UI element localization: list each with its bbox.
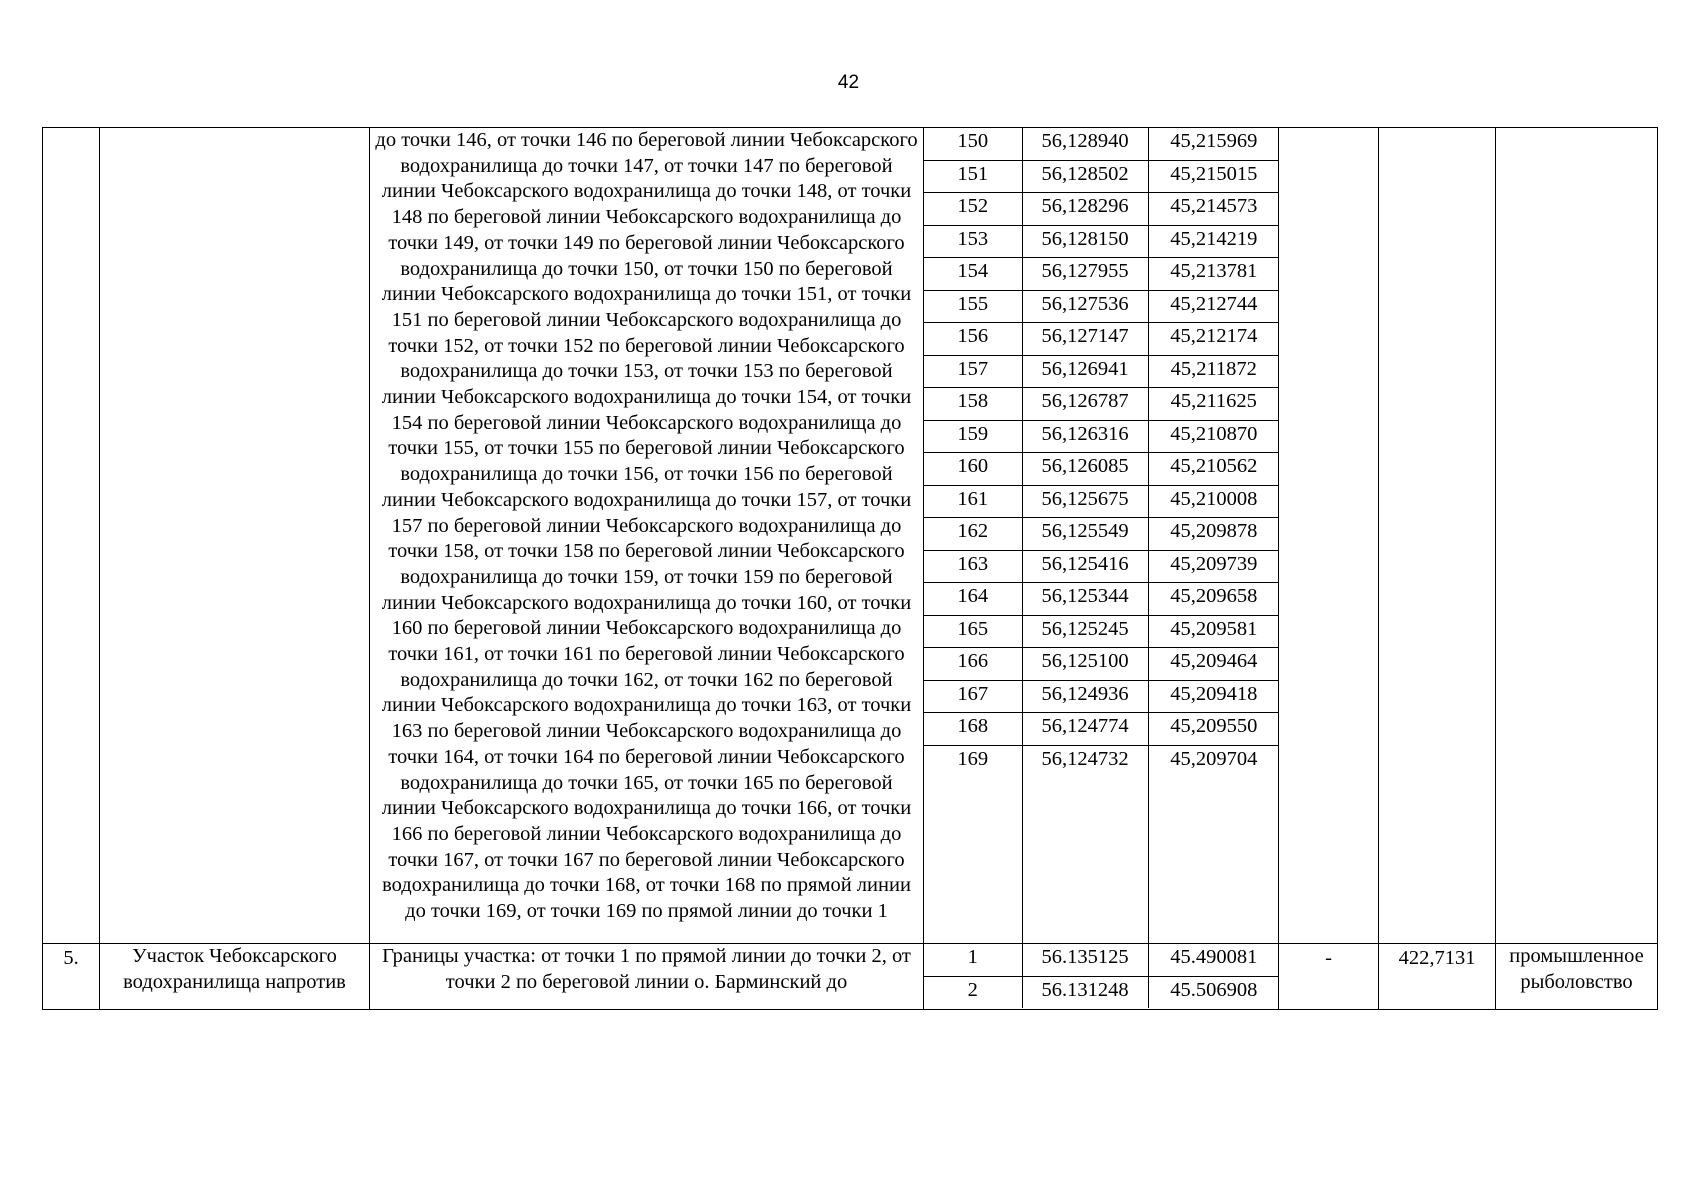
longitude: 45,212744 (1148, 290, 1279, 323)
area-cell (1379, 128, 1496, 944)
longitude: 45,209550 (1148, 713, 1279, 746)
point-number: 155 (924, 290, 1022, 323)
coordinate-row (924, 355, 1279, 388)
point-number: 165 (924, 615, 1022, 648)
usage-cell (1496, 128, 1658, 944)
longitude: 45,209878 (1148, 518, 1279, 551)
point-number: 156 (924, 323, 1022, 356)
coordinate-row (924, 453, 1279, 486)
longitude: 45,209658 (1148, 583, 1279, 616)
description-cell (370, 128, 924, 944)
coordinates-table (924, 128, 1279, 777)
point-number: 150 (924, 128, 1022, 160)
latitude: 56,124732 (1022, 745, 1148, 777)
latitude: 56,127147 (1022, 323, 1148, 356)
point-number: 169 (924, 745, 1022, 777)
longitude: 45,214573 (1148, 193, 1279, 226)
longitude: 45,209581 (1148, 615, 1279, 648)
latitude: 56,128296 (1022, 193, 1148, 226)
coordinate-row (924, 550, 1279, 583)
latitude: 56,127536 (1022, 290, 1148, 323)
coordinate-row (924, 128, 1279, 160)
num-cell: 5. (43, 944, 100, 1010)
coordinate-row (924, 713, 1279, 746)
latitude: 56,128940 (1022, 128, 1148, 160)
coordinate-row (924, 160, 1279, 193)
coordinates-cell (924, 128, 1279, 944)
latitude: 56,127955 (1022, 258, 1148, 291)
coordinate-row (924, 583, 1279, 616)
latitude: 56,126787 (1022, 388, 1148, 421)
point-number: 161 (924, 485, 1022, 518)
latitude: 56,126316 (1022, 420, 1148, 453)
coordinates-cell (924, 944, 1279, 1010)
latitude: 56.135125 (1022, 944, 1148, 976)
latitude: 56,128150 (1022, 225, 1148, 258)
latitude: 56,125675 (1022, 485, 1148, 518)
point-number: 159 (924, 420, 1022, 453)
longitude: 45,209704 (1170, 747, 1258, 770)
longitude: 45,215015 (1148, 160, 1279, 193)
latitude: 56,125416 (1022, 550, 1148, 583)
longitude: 45,212174 (1148, 323, 1279, 356)
longitude: 45,211872 (1148, 355, 1279, 388)
area-cell: 422,7131 (1379, 944, 1496, 1010)
coordinate-row (924, 323, 1279, 356)
point-number: 2 (924, 976, 1022, 1008)
point-number: 164 (924, 583, 1022, 616)
point-number: 152 (924, 193, 1022, 226)
longitude: 45,210870 (1148, 420, 1279, 453)
point-number: 168 (924, 713, 1022, 746)
longitude: 45.490081 (1148, 944, 1279, 976)
point-number: 158 (924, 388, 1022, 421)
latitude: 56.131248 (1022, 976, 1148, 1008)
latitude: 56,124774 (1022, 713, 1148, 746)
point-number: 163 (924, 550, 1022, 583)
longitude: 45.506908 (1170, 978, 1258, 1001)
longitude: 45,211625 (1148, 388, 1279, 421)
coordinate-row (924, 388, 1279, 421)
longitude: 45,209464 (1148, 648, 1279, 681)
coordinate-row (924, 944, 1279, 976)
name-cell (100, 128, 370, 944)
latitude: 56,126941 (1022, 355, 1148, 388)
page-number: 42 (837, 72, 860, 93)
longitude: 45,215969 (1148, 128, 1279, 160)
point-number: 162 (924, 518, 1022, 551)
coordinate-row (924, 976, 1279, 1008)
latitude: 56,128502 (1022, 160, 1148, 193)
coordinate-row (924, 745, 1279, 777)
latitude: 56,125100 (1022, 648, 1148, 681)
point-number: 160 (924, 453, 1022, 486)
coordinates-table (924, 944, 1279, 1008)
latitude: 56,125549 (1022, 518, 1148, 551)
longitude: 45,214219 (1148, 225, 1279, 258)
usage-cell: промышленное рыболовство (1496, 944, 1658, 1010)
coordinate-row (924, 615, 1279, 648)
boundary-description: до точки 146, от точки 146 по береговой линии Чебоксарского водохранилища до точки 147, от точки 147 по береговой линии Чебоксарского водохранилища до точки 148, от точки 148 по береговой линии Чебоксарского водохранилища до точки 149, от точки 149 по береговой линии Чебоксарского водохранилища до точки 150, от точки 150 по береговой линии Чебоксарского водохранилища до точки 151, от точки 151 по береговой линии Чебоксарского водохранилища до точки 152, от точки 152 по береговой линии Чебоксарского водохранилища до точки 153, от точки 153 по береговой линии Чебоксарского водохранилища до точки 154, от точки 154 по береговой линии Чебоксарского водохранилища до точки 155, от точки 155 по береговой линии Чебоксарского водохранилища до точки 156, от точки 156 по береговой линии Чебоксарского водохранилища до точки 157, от точки 157 по береговой линии Чебоксарского водохранилища до точки 158, от точки 158 по береговой линии Чебоксарского водохранилища до точки 159, от точки 159 по береговой линии Чебоксарского водохранилища до точки 160, от точки 160 по береговой линии Чебоксарского водохранилища до точки 161, от точки 161 по береговой линии Чебоксарского водохранилища до точки 162, от точки 162 по береговой линии Чебоксарского водохранилища до точки 163, от точки 163 по береговой линии Чебоксарского водохранилища до точки 164, от точки 164 по береговой линии Чебоксарского водохранилища до точки 165, от точки 165 по береговой линии Чебоксарского водохранилища до точки 166, от точки 166 по береговой линии Чебоксарского водохранилища до точки 167, от точки 167 по береговой линии Чебоксарского водохранилища до точки 168, от точки 168 по прямой линии до точки 169, от точки 169 по прямой линии до точки 1 (375, 129, 918, 923)
longitude: 45,209418 (1148, 680, 1279, 713)
point-number: 166 (924, 648, 1022, 681)
table-row-continued (43, 128, 1658, 944)
description-cell: Границы участка: от точки 1 по прямой линии до точки 2, от точки 2 по береговой линии о. Барминский до (370, 944, 924, 1010)
longitude: 45,213781 (1148, 258, 1279, 291)
point-number: 1 (924, 944, 1022, 976)
point-number: 154 (924, 258, 1022, 291)
longitude: 45,209739 (1148, 550, 1279, 583)
point-number: 151 (924, 160, 1022, 193)
extra-cell (1279, 128, 1379, 944)
sections-table (42, 127, 1658, 1010)
coordinate-row (924, 648, 1279, 681)
coordinate-row (924, 258, 1279, 291)
point-number: 157 (924, 355, 1022, 388)
extra-cell: - (1279, 944, 1379, 1010)
longitude: 45,210008 (1148, 485, 1279, 518)
coordinate-row (924, 485, 1279, 518)
table-row-5 (43, 944, 1658, 1010)
coordinate-row (924, 420, 1279, 453)
coordinate-row (924, 518, 1279, 551)
point-number: 153 (924, 225, 1022, 258)
point-number: 167 (924, 680, 1022, 713)
coordinate-row (924, 193, 1279, 226)
coordinate-row (924, 225, 1279, 258)
latitude: 56,124936 (1022, 680, 1148, 713)
coordinate-row (924, 290, 1279, 323)
latitude: 56,125344 (1022, 583, 1148, 616)
coordinate-row (924, 680, 1279, 713)
num-cell (43, 128, 100, 944)
latitude: 56,125245 (1022, 615, 1148, 648)
latitude: 56,126085 (1022, 453, 1148, 486)
longitude: 45,210562 (1148, 453, 1279, 486)
name-cell: Участок Чебоксарского водохранилища напротив (100, 944, 370, 1010)
